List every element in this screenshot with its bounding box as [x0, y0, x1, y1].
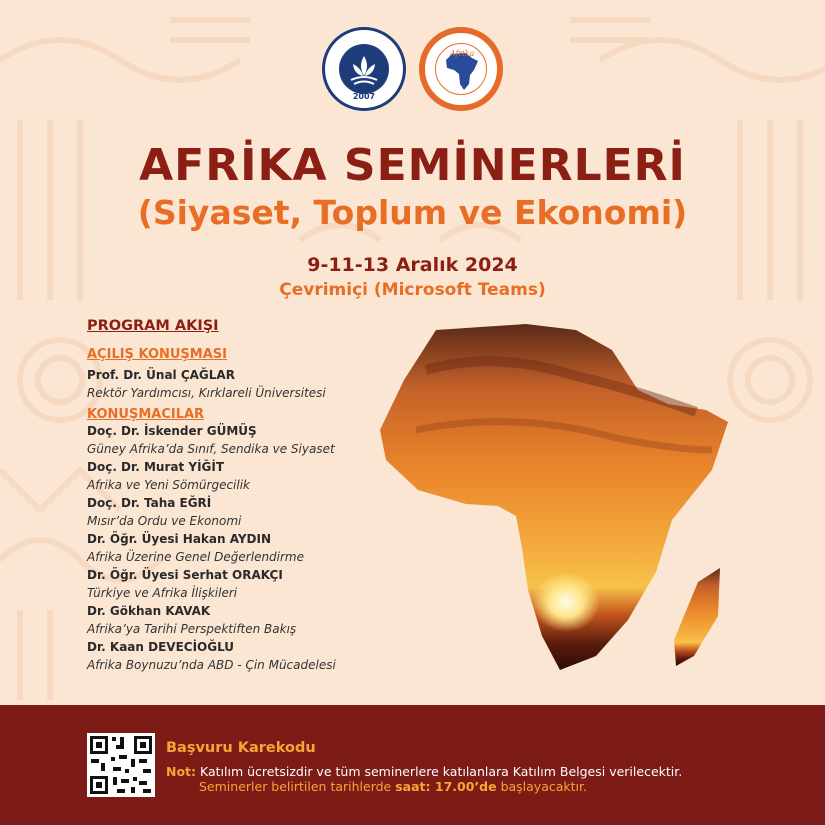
africa-center-logo	[419, 27, 503, 111]
note-text: Katılım ücretsizdir ve tüm seminerlere katılanlara Katılım Belgesi verilecektir.	[196, 764, 683, 779]
speaker-item	[87, 530, 387, 566]
lotus-emblem	[339, 44, 389, 94]
speaker-topic: Afrika Üzerine Genel Değerlendirme	[87, 550, 305, 564]
opening-heading: AÇILIŞ KONUŞMASI	[87, 347, 227, 362]
speaker-name: Dr. Öğr. Üyesi Hakan AYDIN	[87, 532, 272, 546]
note-line	[166, 764, 682, 779]
start-time-post: başlayacaktır.	[496, 779, 587, 794]
speaker-item	[87, 638, 387, 674]
speaker-item	[87, 494, 387, 530]
speaker-topic: Afrika Boynuzu’nda ABD - Çin Mücadelesi	[87, 658, 336, 672]
speaker-name: Doç. Dr. İskender GÜMÜŞ	[87, 424, 257, 438]
speaker-name: Dr. Kaan DEVECİOĞLU	[87, 640, 235, 654]
speaker-item	[87, 602, 387, 638]
speaker-topic: Afrika ve Yeni Sömürgecilik	[87, 478, 251, 492]
qr-code[interactable]	[87, 733, 155, 797]
page-subtitle: (Siyaset, Toplum ve Ekonomi)	[137, 193, 688, 232]
qr-label: Başvuru Karekodu	[166, 740, 316, 756]
start-time-pre: Seminerler belirtilen tarihlerde	[199, 779, 396, 794]
africa-sunset-map	[376, 320, 736, 690]
speakers-list	[87, 422, 387, 674]
university-logo	[322, 27, 406, 111]
africa-center-emblem	[435, 43, 487, 95]
svg-text:Afrika: Afrika	[449, 49, 475, 58]
program-heading: PROGRAM AKIŞI	[87, 318, 219, 334]
event-dates: 9-11-13 Aralık 2024	[307, 254, 518, 276]
speaker-name: Dr. Gökhan KAVAK	[87, 604, 211, 618]
speaker-item	[87, 458, 387, 494]
speaker-name: Doç. Dr. Murat YİĞİT	[87, 460, 225, 474]
lotus-icon	[339, 44, 389, 94]
speaker-topic: Türkiye ve Afrika İlişkileri	[87, 586, 238, 600]
speaker-name: Dr. Öğr. Üyesi Serhat ORAKÇI	[87, 568, 283, 582]
speaker-topic: Mısır’da Ordu ve Ekonomi	[87, 514, 242, 528]
page-title: AFRİKA SEMİNERLERİ	[139, 140, 686, 191]
africa-map-icon	[436, 44, 488, 96]
speaker-topic: Güney Afrika’da Sınıf, Sendika ve Siyaset	[87, 442, 335, 456]
event-format: Çevrimiçi (Microsoft Teams)	[279, 280, 546, 300]
program-schedule	[87, 318, 387, 674]
opening-speaker-role: Rektör Yardımcısı, Kırklareli Üniversitesi	[87, 386, 326, 400]
note-label: Not:	[166, 764, 197, 779]
start-time: saat: 17.00’de	[395, 779, 497, 794]
speaker-name: Doç. Dr. Taha EĞRİ	[87, 496, 212, 510]
start-time-note	[199, 779, 587, 794]
speaker-item	[87, 422, 387, 458]
speaker-topic: Afrika’ya Tarihi Perspektiften Bakış	[87, 622, 297, 636]
opening-speaker-name: Prof. Dr. Ünal ÇAĞLAR	[87, 368, 235, 382]
logo-row	[0, 27, 825, 111]
speakers-heading: KONUŞMACILAR	[87, 407, 205, 422]
university-year: 2007	[352, 92, 376, 101]
speaker-item	[87, 566, 387, 602]
